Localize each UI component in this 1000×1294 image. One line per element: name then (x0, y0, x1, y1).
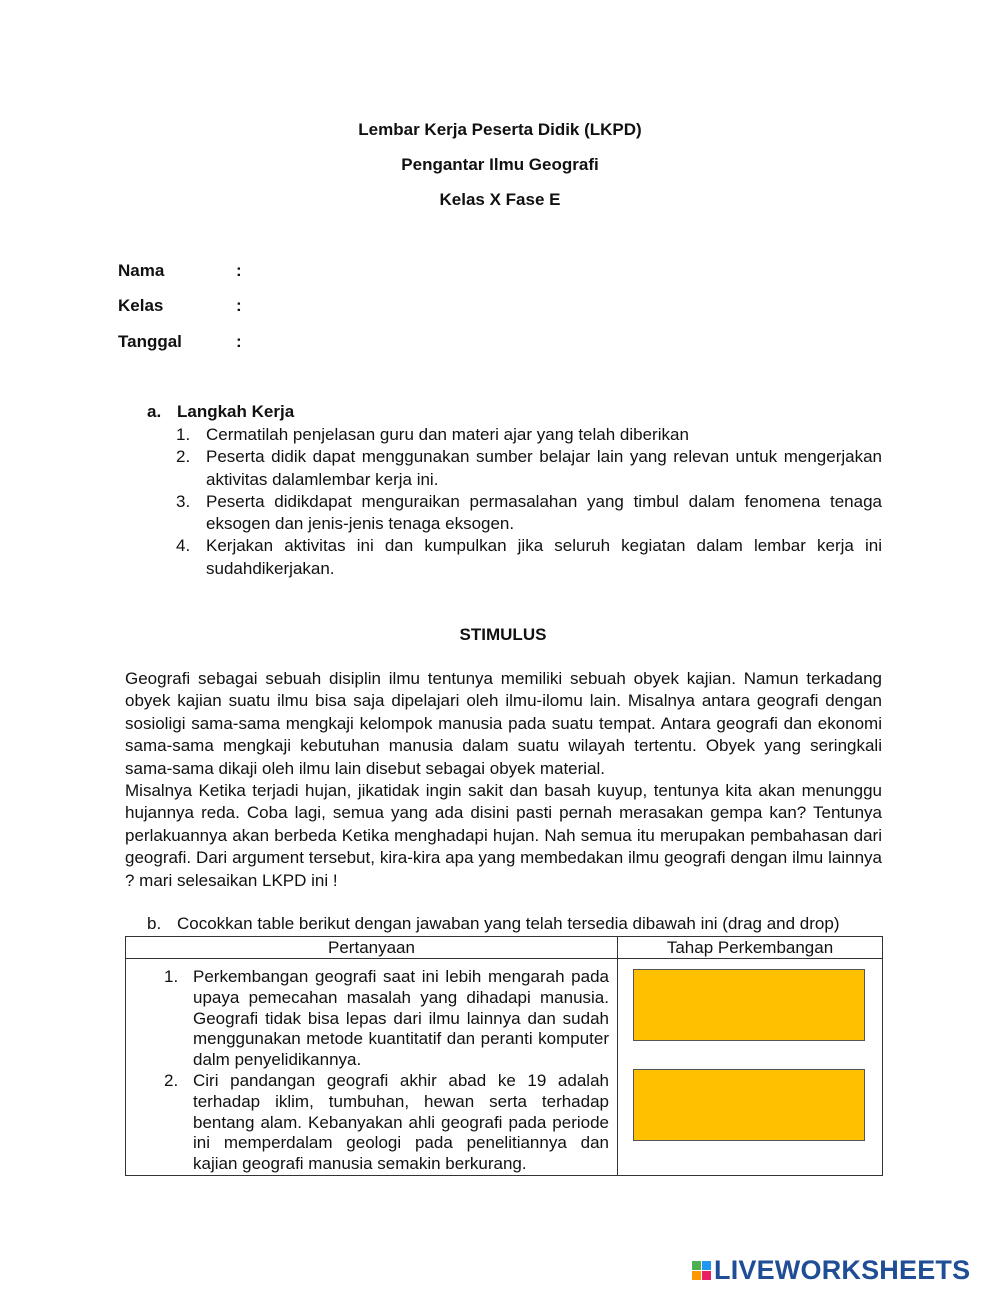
date-label: Tanggal (118, 332, 182, 351)
date-colon: : (236, 332, 242, 351)
question-text: Perkembangan geografi saat ini lebih mengarah pada upaya pemecahan masalah yang dihadapi manusia. Geografi tidak bisa lepas dari ilmu lainnya dan sudah menggunakan metode kuantitatif dan peranti komputer dalm penyelidikannya. (193, 967, 609, 1070)
list-item (164, 1070, 609, 1175)
questions-cell (126, 959, 618, 1176)
logo-mark-icon (692, 1261, 711, 1280)
matching-marker: b. (147, 914, 162, 933)
class-colon: : (236, 296, 242, 315)
steps-heading-text: Langkah Kerja (177, 402, 295, 421)
item-text: Peserta didik dapat menggunakan sumber belajar lain yang relevan untuk mengerjakan aktivitas dalamlembar kerja ini. (206, 447, 882, 489)
matching-table (125, 936, 883, 1176)
drop-zone-2[interactable] (633, 1069, 865, 1141)
logo-text: LIVEWORKSHEETS (714, 1254, 971, 1285)
item-text: Cermatilah penjelasan guru dan materi ajar yang telah diberikan (206, 425, 689, 444)
list-item (176, 535, 882, 580)
class-field (118, 296, 242, 316)
stimulus-paragraph-2: Misalnya Ketika terjadi hujan, jikatidak ingin sakit dan basah kuyup, tentunya kita akan menunggu hujannya reda. Coba lagi, semua yang ada disini pasti pernah merasakan gempa kan? Tentunya perlakuannya akan berbeda Ketika menghadapi hujan. Nah semua itu merupakan pembahasan dari geografi. Dari argument tersebut, kira-kira apa yang membedakan ilmu geografi dengan ilmu lainnya ? mari selesaikan LKPD ini ! (125, 781, 882, 890)
item-text: Kerjakan aktivitas ini dan kumpulkan jika seluruh kegiatan dalam lembar kerja ini sudahdikerjakan. (206, 536, 882, 578)
table-row (126, 959, 883, 1176)
question-column-header: Pertanyaan (126, 937, 618, 959)
question-number: 1. (164, 967, 179, 986)
steps-heading (147, 402, 294, 422)
table-header-row (126, 937, 883, 959)
question-number: 2. (164, 1070, 179, 1090)
question-text: Ciri pandangan geografi akhir abad ke 19 adalah terhadap iklim, tumbuhan, hewan serta terhadap bentang alam. Kebanyakan ahli geografi pada periode ini memperdalam geologi pada penelitiannya dan kajian geografi manusia semakin berkurang. (193, 1070, 609, 1174)
liveworksheets-logo (692, 1255, 970, 1285)
name-colon: : (236, 261, 242, 280)
answers-cell (618, 959, 883, 1176)
list-item (176, 491, 882, 536)
list-item (164, 967, 609, 1071)
matching-instruction (147, 914, 840, 934)
list-item (176, 424, 882, 446)
item-number: 4. (176, 536, 191, 556)
date-field (118, 332, 242, 352)
stimulus-title: STIMULUS (459, 625, 547, 644)
class-phase: Kelas X Fase E (439, 190, 561, 209)
drop-zone-1[interactable] (633, 969, 865, 1041)
item-number: 2. (176, 447, 191, 467)
class-label: Kelas (118, 296, 164, 315)
item-number: 3. (176, 491, 191, 511)
matching-instruction-text: Cocokkan table berikut dengan jawaban yang telah tersedia dibawah ini (drag and drop) (177, 914, 840, 933)
name-field (118, 261, 242, 281)
steps-marker: a. (147, 402, 162, 421)
item-number: 1. (176, 425, 191, 444)
worksheet-subtitle: Pengantar Ilmu Geografi (401, 155, 599, 174)
item-text: Peserta didikdapat menguraikan permasalahan yang timbul dalam fenomena tenaga eksogen dan jenis-jenis tenaga eksogen. (206, 491, 882, 534)
worksheet-title: Lembar Kerja Peserta Didik (LKPD) (358, 120, 642, 139)
name-label: Nama (118, 261, 165, 280)
steps-list (176, 424, 882, 580)
answer-column-header: Tahap Perkembangan (618, 937, 883, 959)
stimulus-paragraph-1: Geografi sebagai sebuah disiplin ilmu tentunya memiliki sebuah obyek kajian. Namun terkadang obyek kajian suatu ilmu bisa saja dipelajari oleh ilmu-ilomu lain. Misalnya antara geografi dengan sosioligi sama-sama mengkaji kelompok manusia pada suatu tempat. Antara geografi dan ekonomi sama-sama mengkaji kebutuhan manusia dalam suatu wilayah tertentu. Obyek yang seringkali sama-sama dikaji oleh ilmu lain disebut sebagai obyek material. (125, 669, 882, 778)
question-list (126, 967, 617, 1175)
list-item (176, 446, 882, 491)
